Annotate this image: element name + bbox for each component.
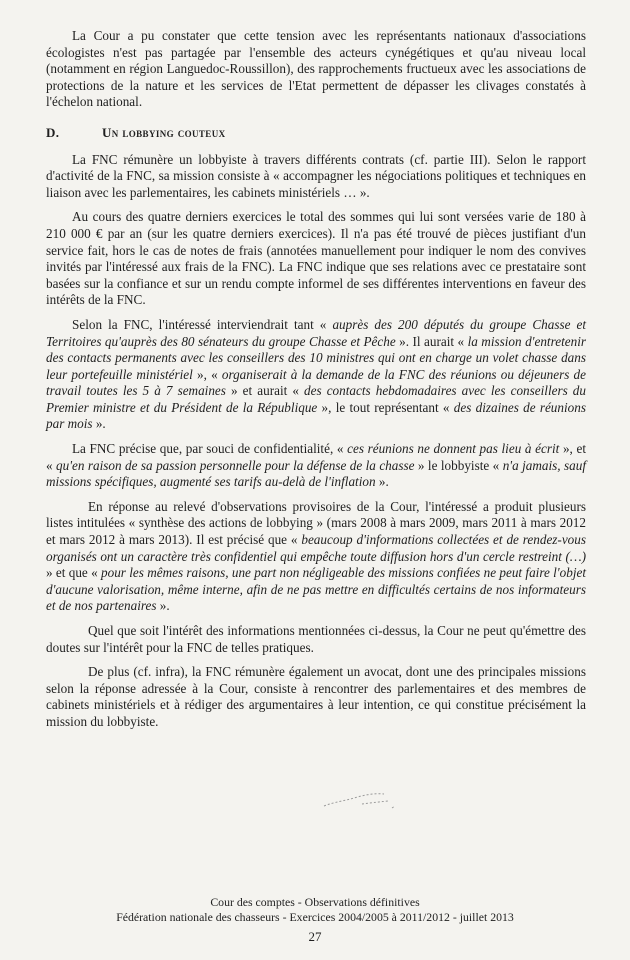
page-number: 27 xyxy=(308,929,322,944)
paragraph-response: En réponse au relevé d'observations provisoires de la Cour, l'intéressé a produit plusieurs listes intitulées « synthèse des actions de lobbying » (mars 2008 à mars 2009, mars 2011 à mars 2012 et mars 2012 à mars 2013). Il est précisé que « beaucoup d'informations collectées et de rendez-vous organisés ont un caractère très confidentiel qui empêche toute diffusion hors d'un cercle restreint (…) » et que « pour les mêmes raisons, une part non négligeable des missions confiées ne peut faire l'objet d'aucune valorisation, même interne, afin de ne pas mettre en difficultés certains de nos informateurs et de nos partenaires ». xyxy=(46,498,586,614)
paragraph-doubts: Quel que soit l'intérêt des informations mentionnées ci-dessus, la Cour ne peut qu'émettre des doutes sur l'intérêt pour la FNC de telles pratiques. xyxy=(46,623,586,655)
footer-line-2: Fédération nationale des chasseurs - Exercices 2004/2005 à 2011/2012 - juillet 2013 xyxy=(116,909,514,924)
paragraph-amounts-paid: Au cours des quatre derniers exercices le total des sommes qui lui sont versées varie de 180 à 210 000 € par an (sur les quatre derniers exercices). Il n'a pas été trouvé de pièces justifiant d'un service fait, hors le cas de notes de frais (annotées manuellement pour indiquer le nom des convives invités par l'intéressé aux frais de la FNC). La FNC indique que ses relations avec ce prestataire sont basées sur la confiance et sur un rendu compte informel de ses différentes interventions en faveur des intérêts de la FNC. xyxy=(46,209,586,308)
footer-line-1: Cour des comptes - Observations définitives xyxy=(210,895,420,909)
page-footer xyxy=(0,895,630,924)
intro-paragraph: La Cour a pu constater que cette tension avec les représentants nationaux d'associations écologistes n'est pas partagée par l'ensemble des acteurs cynégétiques et qu'au niveau local (notamment en région Languedoc-Roussillon), des rapprochements fructueux avec les associations de protections de la nature et les services de l'Etat permettent de dépasser les clivages constatés à l'échelon national. xyxy=(46,28,586,110)
body-text xyxy=(46,28,586,739)
pencil-mark-icon xyxy=(322,788,402,812)
paragraph-lawyer: De plus (cf. infra), la FNC rémunère également un avocat, dont une des principales missions selon la réponse adressée à la Cour, consiste à rencontrer des parlementaires et des membres de cabinets ministériels et à rédiger des argumentaires à leur intention, ce qui constitue précisément la mission du lobbyiste. xyxy=(46,664,586,729)
section-heading xyxy=(46,125,586,142)
section-title: Un lobbying couteux xyxy=(102,124,226,140)
paragraph-confidentiality: La FNC précise que, par souci de confidentialité, « ces réunions ne donnent pas lieu à écrit », et « qu'en raison de sa passion personnelle pour la défense de la chasse » le lobbyiste « n'a jamais, sauf missions spécifiques, augmenté ses tarifs au-delà de l'inflation ». xyxy=(46,441,587,490)
paragraph-interventions: Selon la FNC, l'intéressé interviendrait tant « auprès des 200 députés du groupe Chasse et Territoires qu'auprès des 80 sénateurs du groupe Chasse et Pêche ». Il aurait « la mission d'entretenir des contacts permanents avec les conseillers des 10 ministres qui ont en charge un volet chasse dans leur portefeuille ministériel », « organiserait à la demande de la FNC des réunions ou déjeuners de travail toutes les 5 à 7 semaines » et aurait « des contacts hebdomadaires avec les conseillers du Premier ministre et du Président de la République », le tout représentant « des dizaines de réunions par mois ». xyxy=(46,316,587,432)
section-number: D. xyxy=(46,124,60,140)
paragraph-lobbyist-mission: La FNC rémunère un lobbyiste à travers différents contrats (cf. partie III). Selon le rapport d'activité de la FNC, sa mission consiste à « accompagner les négociations politiques et techniques en liaison avec les parlementaires, les cabinets ministériels … ». xyxy=(46,151,586,200)
